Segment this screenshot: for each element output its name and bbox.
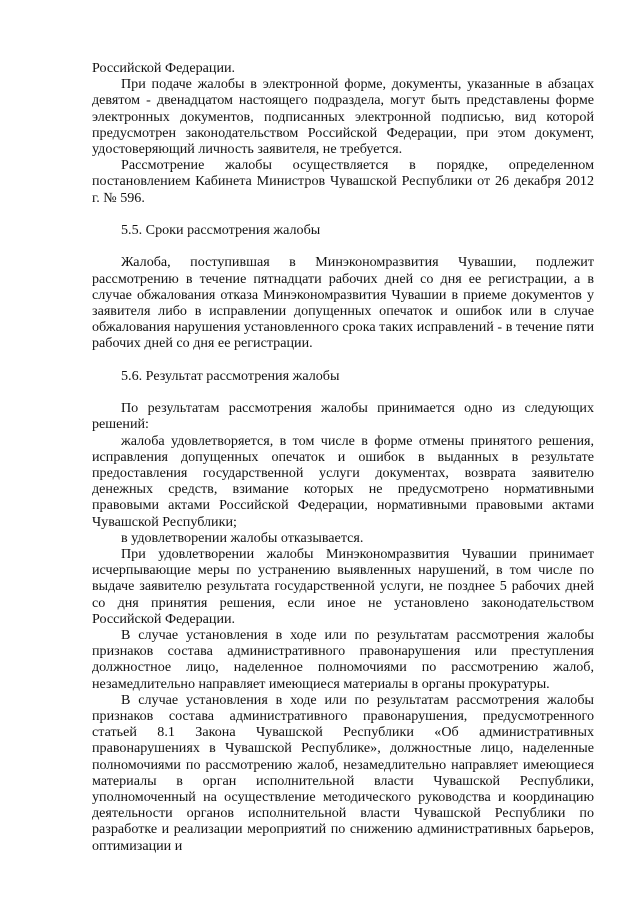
section-heading-5-6: 5.6. Результат рассмотрения жалобы	[121, 367, 340, 384]
paragraph-remedy-measures: При удовлетворении жалобы Минэкономразвития Чувашии принимает исчерпывающие меры по устранению выявленных нарушений, в том числе по выдаче заявителю результата государственной услуги, не позднее 5 рабочих дней со дня принятия решения, если иное не установлено законодательством Российской Федерации.	[92, 546, 594, 627]
document-page	[92, 60, 594, 854]
paragraph-review-procedure: Рассмотрение жалобы осуществляется в порядке, определенном постановлением Кабинета Министров Чувашской Республики от 26 декабря 2012 г. № 596.	[92, 157, 594, 206]
section-heading-5-5: 5.5. Сроки рассмотрения жалобы	[121, 222, 321, 239]
paragraph-review-deadlines: Жалоба, поступившая в Минэкономразвития Чувашии, подлежит рассмотрению в течение пятнадцати рабочих дней со дня ее регистрации, а в случае обжалования отказа Минэкономразвития Чувашии в приеме документов у заявителя либо в исправлении допущенных опечаток и ошибок или в случае обжалования нарушения установленного срока таких исправлений - в течение пяти рабочих дней со дня ее регистрации.	[92, 254, 594, 352]
paragraph-continuation: Российской Федерации.	[92, 60, 236, 76]
paragraph-prosecutor-referral: В случае установления в ходе или по результатам рассмотрения жалобы признаков состава административного правонарушения или преступления должностное лицо, наделенное полномочиями по рассмотрению жалоб, незамедлительно направляет имеющиеся материалы в органы прокуратуры.	[92, 627, 594, 692]
paragraph-complaint-granted: жалоба удовлетворяется, в том числе в форме отмены принятого решения, исправления допущенных опечаток и ошибок в выданных в результате предоставления государственной услуги документах, возврата заявителю денежных средств, взимание которых не предусмотрено нормативными правовыми актами Российской Федерации, нормативными правовыми актами Чувашской Республики;	[92, 432, 594, 530]
paragraph-electronic-complaint: При подаче жалобы в электронной форме, документы, указанные в абзацах девятом - двенадцатом настоящего подраздела, могут быть представлены форме электронных документов, подписанных электронной подписью, вид которой предусмотрен законодательством Российской Федерации, при этом документ, удостоверяющий личность заявителя, не требуется.	[92, 76, 594, 158]
paragraph-decision-intro: По результатам рассмотрения жалобы принимается одно из следующих решений:	[92, 400, 594, 433]
paragraph-complaint-refused: в удовлетворении жалобы отказывается.	[121, 529, 364, 546]
paragraph-administrative-referral: В случае установления в ходе или по результатам рассмотрения жалобы признаков состава административного правонарушения, предусмотренного статьей 8.1 Закона Чувашской Республики «Об административных правонарушениях в Чувашской Республике», должностные лицо, наделенные полномочиями по рассмотрению жалоб, незамедлительно направляет имеющиеся материалы в орган исполнительной власти Чувашской Республики, уполномоченный на осуществление методического руководства и координацию деятельности органов исполнительной власти Чувашской Республики по разработке и реализации мероприятий по снижению административных барьеров, оптимизации и	[92, 691, 594, 854]
